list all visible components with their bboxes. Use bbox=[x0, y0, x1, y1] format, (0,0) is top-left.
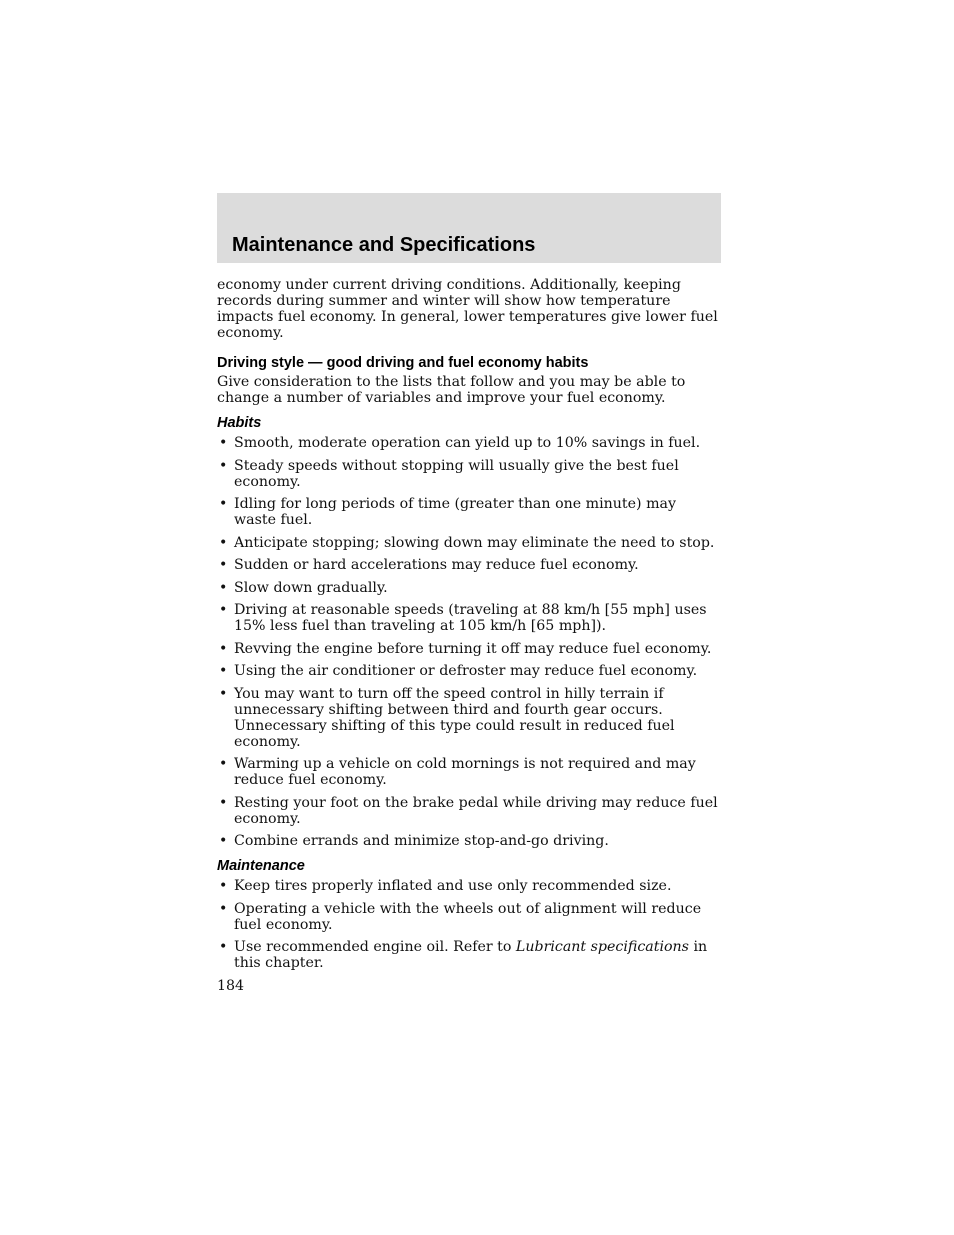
page-title: Maintenance and Specifications bbox=[232, 234, 536, 256]
bullet-icon: • bbox=[219, 833, 228, 849]
list-item: • Driving at reasonable speeds (traveling at 88 km/h [55 mph] uses 15% less fuel than traveling at 105 km/h [65 mph]). bbox=[219, 602, 707, 634]
list-item: • Keep tires properly inflated and use only recommended size. bbox=[219, 878, 672, 894]
bullet-icon: • bbox=[219, 534, 228, 551]
list-item: • Use recommended engine oil. Refer to Lubricant specifications in this chapter. bbox=[219, 939, 708, 971]
intro-paragraph: economy under current driving conditions. Additionally, keeping records during summer and winter will show how temperature impacts fuel economy. In general, lower temperatures give lower fuel economy. bbox=[217, 277, 718, 341]
bullet-icon: • bbox=[219, 602, 228, 618]
list-item: • Slow down gradually. bbox=[219, 579, 388, 596]
habits-heading: Habits bbox=[217, 415, 262, 431]
bullet-icon: • bbox=[219, 457, 228, 474]
bullet-icon: • bbox=[219, 939, 228, 955]
manual-page bbox=[217, 193, 721, 994]
driving-style-heading: Driving style — good driving and fuel economy habits bbox=[217, 355, 589, 371]
list-item: • Revving the engine before turning it off may reduce fuel economy. bbox=[219, 640, 712, 657]
bullet-icon: • bbox=[219, 794, 228, 811]
list-item: • Using the air conditioner or defroster may reduce fuel economy. bbox=[219, 663, 698, 679]
section-header-band bbox=[217, 193, 721, 263]
bullet-icon: • bbox=[219, 557, 228, 573]
bullet-icon: • bbox=[219, 900, 228, 917]
bullet-icon: • bbox=[219, 496, 228, 512]
list-item: • Steady speeds without stopping will usually give the best fuel economy. bbox=[219, 457, 679, 490]
maintenance-heading: Maintenance bbox=[217, 858, 305, 874]
bullet-icon: • bbox=[219, 435, 228, 451]
maintenance-list bbox=[217, 878, 721, 971]
list-item: • Combine errands and minimize stop-and-go driving. bbox=[219, 833, 609, 849]
bullet-icon: • bbox=[219, 663, 228, 679]
bullet-icon: • bbox=[219, 685, 228, 702]
habits-list bbox=[217, 435, 721, 849]
page-number: 184 bbox=[217, 977, 245, 994]
list-item: • Operating a vehicle with the wheels out of alignment will reduce fuel economy. bbox=[219, 900, 702, 933]
list-item: • Idling for long periods of time (greater than one minute) may waste fuel. bbox=[219, 496, 677, 528]
bullet-icon: • bbox=[219, 640, 228, 657]
list-item: • Resting your foot on the brake pedal while driving may reduce fuel economy. bbox=[219, 794, 718, 827]
cross-reference: Lubricant specifications bbox=[515, 939, 689, 955]
list-item: • Smooth, moderate operation can yield up to 10% savings in fuel. bbox=[219, 435, 701, 451]
list-item: • You may want to turn off the speed control in hilly terrain if unnecessary shifting between third and fourth gear occurs. Unnecessary shifting of this type could result in reduced fuel economy. bbox=[219, 685, 675, 750]
list-item: • Anticipate stopping; slowing down may eliminate the need to stop. bbox=[219, 534, 715, 551]
list-item: • Sudden or hard accelerations may reduce fuel economy. bbox=[219, 557, 639, 573]
bullet-icon: • bbox=[219, 756, 228, 772]
driving-style-paragraph: Give consideration to the lists that follow and you may be able to change a number of variables and improve your fuel economy. bbox=[217, 374, 686, 406]
bullet-icon: • bbox=[219, 878, 228, 894]
bullet-icon: • bbox=[219, 579, 228, 596]
list-item: • Warming up a vehicle on cold mornings is not required and may reduce fuel economy. bbox=[219, 756, 696, 788]
